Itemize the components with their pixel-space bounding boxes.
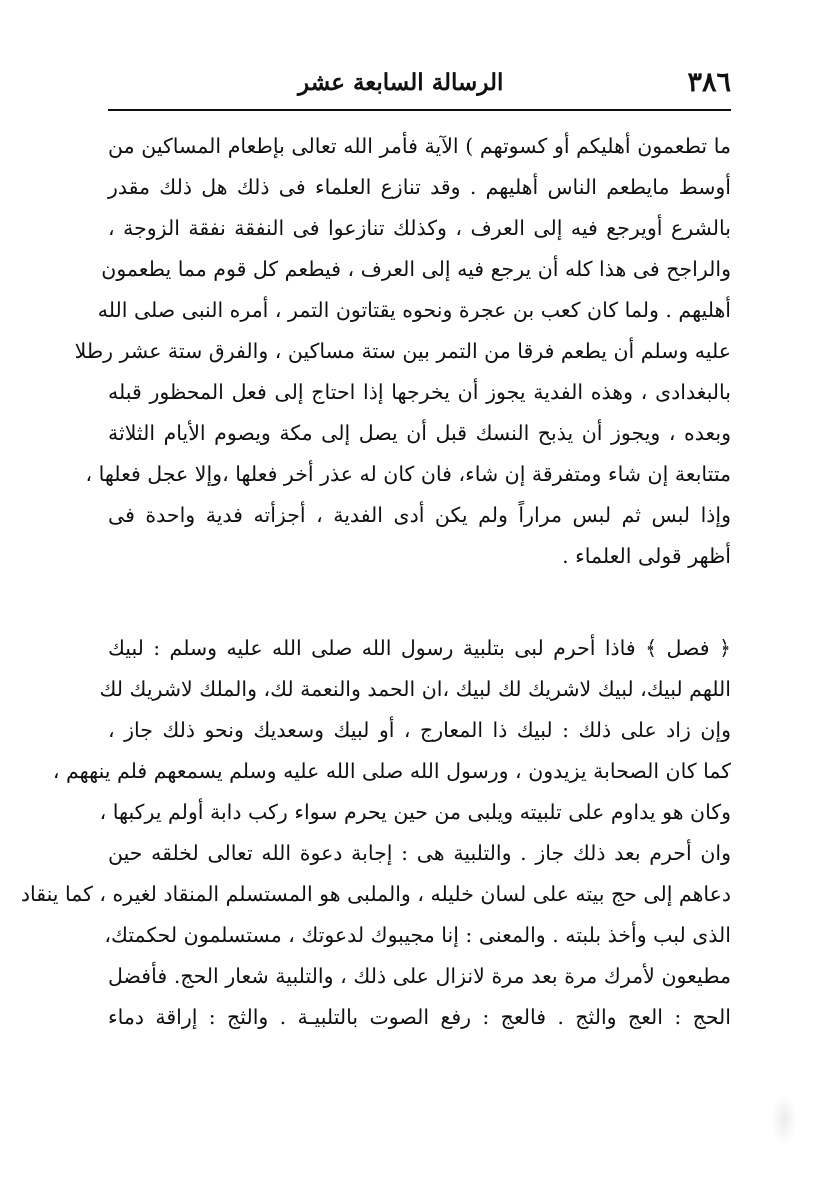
text-line: مطيعون لأمرك مرة بعد مرة لانزال على ذلك ، والتلبية شعار الحج. فأفضل — [108, 964, 731, 988]
text-line: بالبغدادى ، وهذه الفدية يجوز أن يخرجها إذا احتاج إلى فعل المحظور قبله — [108, 380, 731, 404]
text-line: دعاهم إلى حج بيته على لسان خليله ، والملبى هو المستسلم المنقاد لغيره ، كما ينقاد — [20, 882, 731, 906]
text-line: والراجح فى هذا كله أن يرجع فيه إلى العرف ، فيطعم كل قوم مما يطعمون — [101, 257, 731, 281]
text-line: ﴿ فصل ﴾ فاذا أحرم لبى بتلبية رسول الله صلى الله عليه وسلم : لبيك — [108, 636, 731, 660]
page-number: ٣٨٦ — [687, 66, 731, 98]
text-line: أهليهم . ولما كان كعب بن عجرة ونحوه يقتاتون التمر ، أمره النبى صلى الله — [97, 298, 731, 322]
text-line: وبعده ، ويجوز أن يذبح النسك قبل أن يصل إلى مكة ويصوم الأيام الثلاثة — [108, 421, 731, 445]
paragraph-1 — [74, 126, 731, 577]
text-line: بالشرع أويرجع فيه إلى العرف ، وكذلك تنازعوا فى النفقة نفقة الزوجة ، — [108, 216, 731, 240]
text-line: وإذا لبس ثم لبس مراراً ولم يكن أدى الفدية ، أجزأته فدية واحدة فى — [108, 503, 731, 527]
paragraph-2 — [20, 628, 731, 1038]
text-line: عليه وسلم أن يطعم فرقا من التمر بين ستة مساكين ، والفرق ستة عشر رطلا — [74, 339, 731, 363]
text-line: اللهم لبيك، لبيك لاشريك لك لبيك ،ان الحمد والنعمة لك، والملك لاشريك لك — [99, 677, 731, 701]
text-line: الحج : العج والثج . فالعج : رفع الصوت بالتلبيـة . والثج : إراقة دماء — [108, 1005, 731, 1029]
page-header — [108, 62, 731, 102]
paper-stain — [771, 1095, 797, 1145]
text-line: أظهر قولى العلماء . — [562, 544, 731, 568]
text-line: وإن زاد على ذلك : لبيك ذا المعارج ، أو لبيك وسعديك ونحو ذلك جاز ، — [108, 718, 731, 742]
text-line: أوسط مايطعم الناس أهليهم . وقد تنازع العلماء فى ذلك هل ذلك مقدر — [108, 175, 731, 199]
text-line: وكان هو يداوم على تلبيته ويلبى من حين يحرم سواء ركب دابة أولم يركبها ، — [99, 800, 731, 824]
text-line: متتابعة إن شاء ومتفرقة إن شاء، فان كان له عذر أخر فعلها ،وإلا عجل فعلها ، — [85, 462, 731, 486]
header-rule — [108, 109, 731, 111]
text-line: الذى لبب وأخذ بلبته . والمعنى : إنا مجيبوك لدعوتك ، مستسلمون لحكمتك، — [104, 923, 731, 947]
text-line: وان أحرم بعد ذلك جاز . والتلبية هى : إجابة دعوة الله تعالى لخلقه حين — [108, 841, 731, 865]
text-line: ما تطعمون أهليكم أو كسوتهم ) الآية فأمر الله تعالى بإطعام المساكين من — [108, 134, 731, 158]
running-title: الرسالة السابعة عشر — [298, 68, 504, 96]
text-line: كما كان الصحابة يزيدون ، ورسول الله صلى الله عليه وسلم يسمعهم فلم ينههم ، — [52, 759, 731, 783]
